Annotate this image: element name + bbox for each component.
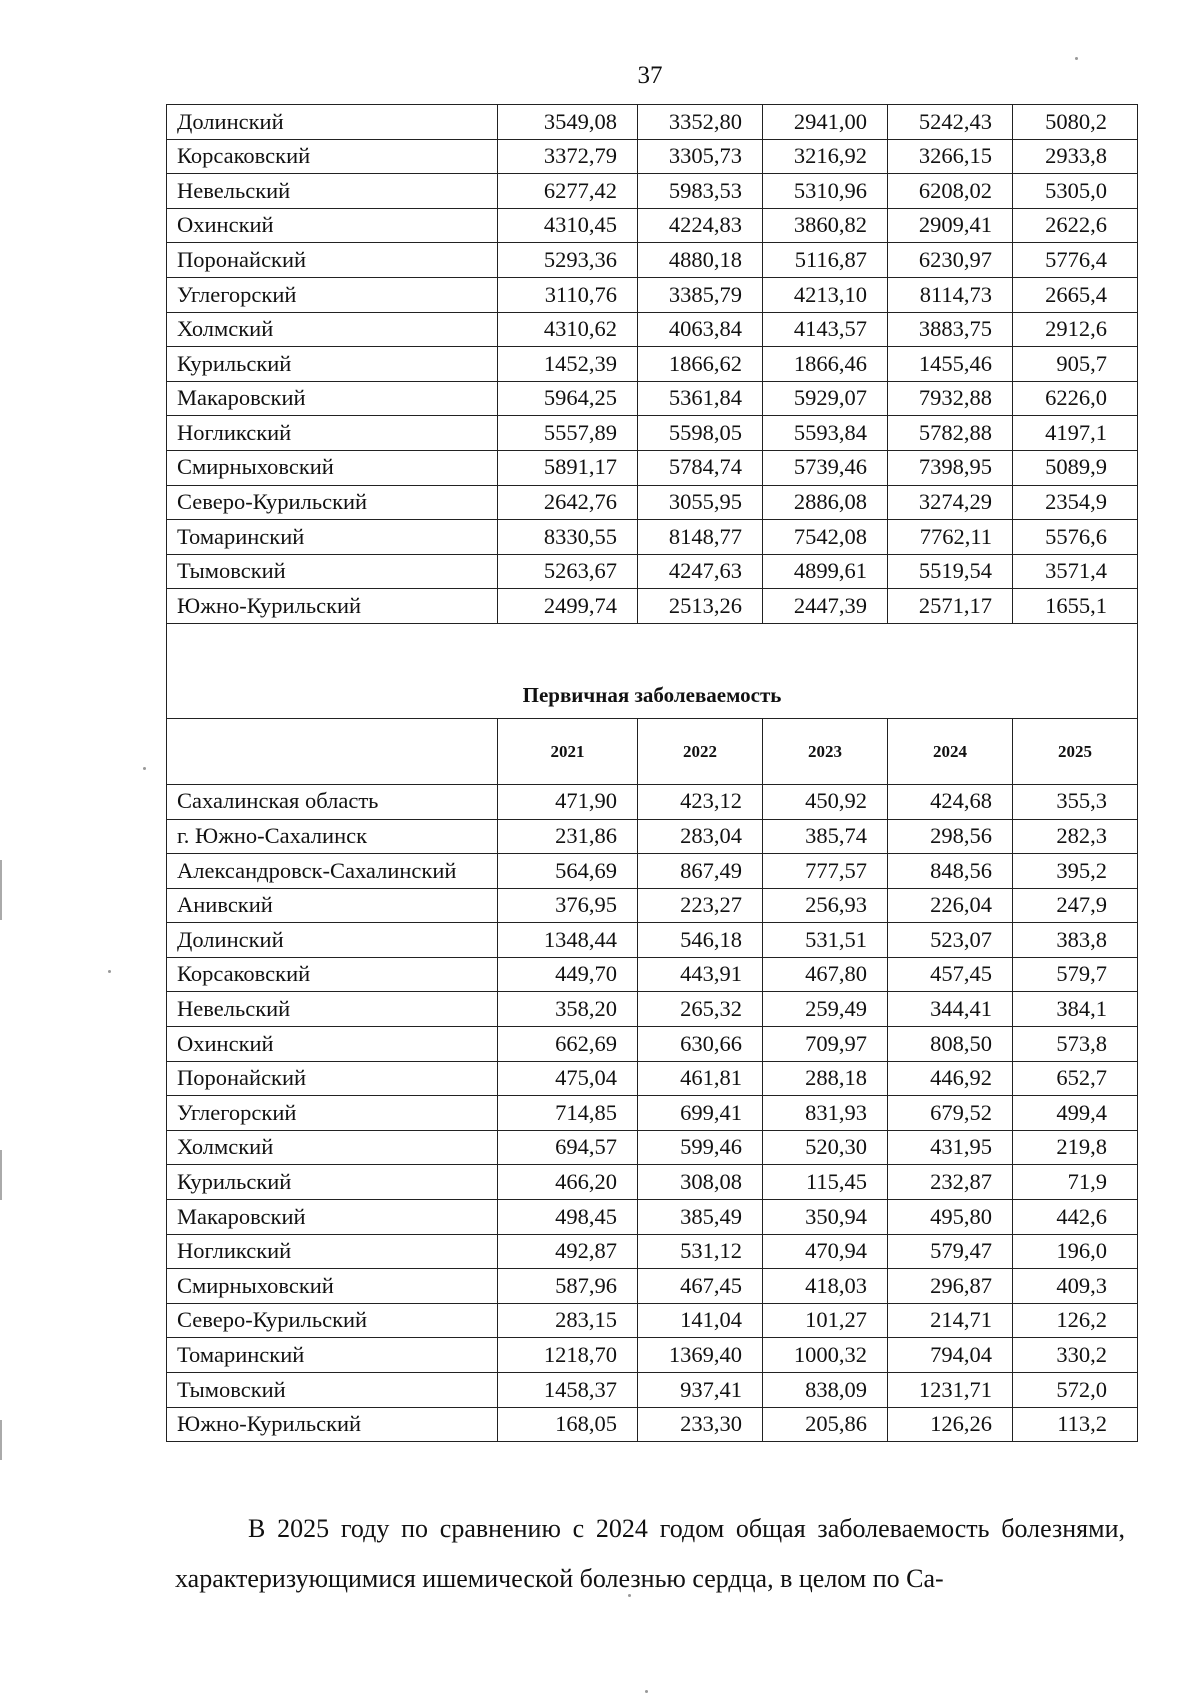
value-cell: 384,1 — [1013, 992, 1138, 1027]
value-cell: 2571,17 — [888, 589, 1013, 624]
value-cell: 8148,77 — [638, 520, 763, 555]
value-cell: 467,80 — [763, 957, 888, 992]
value-cell: 141,04 — [638, 1303, 763, 1338]
table-row — [167, 208, 1138, 243]
district-name-cell: Северо-Курильский — [167, 1303, 498, 1338]
value-cell: 5293,36 — [498, 243, 638, 278]
table-row — [167, 819, 1138, 854]
value-cell: 1369,40 — [638, 1338, 763, 1373]
value-cell: 2499,74 — [498, 589, 638, 624]
value-cell: 2886,08 — [763, 485, 888, 520]
value-cell: 3055,95 — [638, 485, 763, 520]
value-cell: 520,30 — [763, 1130, 888, 1165]
district-name-cell: Холмский — [167, 312, 498, 347]
value-cell: 233,30 — [638, 1407, 763, 1442]
value-cell: 431,95 — [888, 1130, 1013, 1165]
district-name-cell: Корсаковский — [167, 957, 498, 992]
value-cell: 564,69 — [498, 854, 638, 889]
value-cell: 1655,1 — [1013, 589, 1138, 624]
value-cell: 409,3 — [1013, 1269, 1138, 1304]
table-row — [167, 277, 1138, 312]
value-cell: 196,0 — [1013, 1234, 1138, 1269]
value-cell: 344,41 — [888, 992, 1013, 1027]
district-name-cell: Смирныховский — [167, 450, 498, 485]
value-cell: 1348,44 — [498, 923, 638, 958]
table-row — [167, 1269, 1138, 1304]
district-name-cell: Ногликский — [167, 1234, 498, 1269]
value-cell: 5929,07 — [763, 381, 888, 416]
value-cell: 1455,46 — [888, 347, 1013, 382]
value-cell: 2622,6 — [1013, 208, 1138, 243]
value-cell: 4310,45 — [498, 208, 638, 243]
table-row — [167, 174, 1138, 209]
value-cell: 2447,39 — [763, 589, 888, 624]
value-cell: 3385,79 — [638, 277, 763, 312]
scan-speck — [1075, 57, 1078, 60]
value-cell: 3860,82 — [763, 208, 888, 243]
value-cell: 2354,9 — [1013, 485, 1138, 520]
value-cell: 5089,9 — [1013, 450, 1138, 485]
year-header-2022: 2022 — [638, 718, 763, 784]
value-cell: 471,90 — [498, 784, 638, 819]
value-cell: 531,12 — [638, 1234, 763, 1269]
district-name-cell: Курильский — [167, 1165, 498, 1200]
value-cell: 446,92 — [888, 1061, 1013, 1096]
value-cell: 467,45 — [638, 1269, 763, 1304]
table-row — [167, 520, 1138, 555]
table-row — [167, 1338, 1138, 1373]
table-row — [167, 1200, 1138, 1235]
value-cell: 8330,55 — [498, 520, 638, 555]
value-cell: 5598,05 — [638, 416, 763, 451]
value-cell: 6277,42 — [498, 174, 638, 209]
value-cell: 5116,87 — [763, 243, 888, 278]
value-cell: 699,41 — [638, 1096, 763, 1131]
value-cell: 470,94 — [763, 1234, 888, 1269]
table-row — [167, 1130, 1138, 1165]
value-cell: 282,3 — [1013, 819, 1138, 854]
scan-speck — [645, 1690, 648, 1693]
district-name-cell: Холмский — [167, 1130, 498, 1165]
district-name-cell: Долинский — [167, 923, 498, 958]
table-row — [167, 381, 1138, 416]
district-name-cell: Южно-Курильский — [167, 1407, 498, 1442]
value-cell: 3216,92 — [763, 139, 888, 174]
district-name-cell: Поронайский — [167, 1061, 498, 1096]
value-cell: 475,04 — [498, 1061, 638, 1096]
value-cell: 450,92 — [763, 784, 888, 819]
value-cell: 3571,4 — [1013, 554, 1138, 589]
value-cell: 457,45 — [888, 957, 1013, 992]
value-cell: 265,32 — [638, 992, 763, 1027]
district-name-cell: Ногликский — [167, 416, 498, 451]
value-cell: 2941,00 — [763, 105, 888, 140]
value-cell: 101,27 — [763, 1303, 888, 1338]
value-cell: 794,04 — [888, 1338, 1013, 1373]
table-row — [167, 784, 1138, 819]
value-cell: 714,85 — [498, 1096, 638, 1131]
value-cell: 71,9 — [1013, 1165, 1138, 1200]
value-cell: 3883,75 — [888, 312, 1013, 347]
value-cell: 247,9 — [1013, 888, 1138, 923]
scan-speck — [143, 767, 146, 770]
value-cell: 7762,11 — [888, 520, 1013, 555]
district-name-cell: Томаринский — [167, 520, 498, 555]
value-cell: 4063,84 — [638, 312, 763, 347]
value-cell: 498,45 — [498, 1200, 638, 1235]
value-cell: 1000,32 — [763, 1338, 888, 1373]
value-cell: 385,74 — [763, 819, 888, 854]
value-cell: 3274,29 — [888, 485, 1013, 520]
value-cell: 5739,46 — [763, 450, 888, 485]
table-row — [167, 1373, 1138, 1408]
value-cell: 4899,61 — [763, 554, 888, 589]
district-name-cell: Курильский — [167, 347, 498, 382]
year-header-blank — [167, 718, 498, 784]
body-paragraph: В 2025 году по сравнению с 2024 годом общая заболеваемость болезнями, характеризующимися ишемической болезнью сердца, в целом по Са- — [175, 1514, 1125, 1593]
table-row — [167, 1165, 1138, 1200]
value-cell: 298,56 — [888, 819, 1013, 854]
value-cell: 3549,08 — [498, 105, 638, 140]
value-cell: 5782,88 — [888, 416, 1013, 451]
value-cell: 308,08 — [638, 1165, 763, 1200]
value-cell: 205,86 — [763, 1407, 888, 1442]
value-cell: 6230,97 — [888, 243, 1013, 278]
page-number: 37 — [637, 62, 663, 89]
scan-edge-mark — [0, 860, 2, 920]
value-cell: 231,86 — [498, 819, 638, 854]
value-cell: 449,70 — [498, 957, 638, 992]
district-name-cell: Тымовский — [167, 1373, 498, 1408]
value-cell: 492,87 — [498, 1234, 638, 1269]
value-cell: 383,8 — [1013, 923, 1138, 958]
general-morbidity-table-continued — [166, 104, 1138, 1442]
value-cell: 694,57 — [498, 1130, 638, 1165]
scan-edge-mark — [0, 1150, 2, 1200]
year-header-2021: 2021 — [498, 718, 638, 784]
district-name-cell: Поронайский — [167, 243, 498, 278]
district-name-cell: Корсаковский — [167, 139, 498, 174]
table-row — [167, 450, 1138, 485]
value-cell: 8114,73 — [888, 277, 1013, 312]
value-cell: 358,20 — [498, 992, 638, 1027]
value-cell: 572,0 — [1013, 1373, 1138, 1408]
value-cell: 630,66 — [638, 1027, 763, 1062]
value-cell: 709,97 — [763, 1027, 888, 1062]
scan-speck — [628, 1594, 631, 1597]
value-cell: 3305,73 — [638, 139, 763, 174]
value-cell: 662,69 — [498, 1027, 638, 1062]
value-cell: 7542,08 — [763, 520, 888, 555]
value-cell: 5964,25 — [498, 381, 638, 416]
district-name-cell: Макаровский — [167, 1200, 498, 1235]
value-cell: 376,95 — [498, 888, 638, 923]
district-name-cell: Анивский — [167, 888, 498, 923]
value-cell: 937,41 — [638, 1373, 763, 1408]
value-cell: 2912,6 — [1013, 312, 1138, 347]
district-name-cell: Углегорский — [167, 1096, 498, 1131]
scan-edge-mark — [0, 1420, 2, 1460]
value-cell: 423,12 — [638, 784, 763, 819]
scan-speck — [108, 970, 111, 973]
value-cell: 2513,26 — [638, 589, 763, 624]
value-cell: 259,49 — [763, 992, 888, 1027]
value-cell: 7398,95 — [888, 450, 1013, 485]
value-cell: 395,2 — [1013, 854, 1138, 889]
value-cell: 283,15 — [498, 1303, 638, 1338]
value-cell: 1218,70 — [498, 1338, 638, 1373]
value-cell: 867,49 — [638, 854, 763, 889]
value-cell: 2665,4 — [1013, 277, 1138, 312]
value-cell: 579,47 — [888, 1234, 1013, 1269]
value-cell: 3352,80 — [638, 105, 763, 140]
district-name-cell: Макаровский — [167, 381, 498, 416]
value-cell: 283,04 — [638, 819, 763, 854]
value-cell: 546,18 — [638, 923, 763, 958]
value-cell: 6208,02 — [888, 174, 1013, 209]
value-cell: 2933,8 — [1013, 139, 1138, 174]
value-cell: 168,05 — [498, 1407, 638, 1442]
value-cell: 777,57 — [763, 854, 888, 889]
value-cell: 4310,62 — [498, 312, 638, 347]
year-header-row — [167, 718, 1138, 784]
table-row — [167, 554, 1138, 589]
district-name-cell: Сахалинская область — [167, 784, 498, 819]
value-cell: 523,07 — [888, 923, 1013, 958]
value-cell: 1866,46 — [763, 347, 888, 382]
value-cell: 599,46 — [638, 1130, 763, 1165]
table-row — [167, 854, 1138, 889]
value-cell: 5593,84 — [763, 416, 888, 451]
value-cell: 443,91 — [638, 957, 763, 992]
value-cell: 3266,15 — [888, 139, 1013, 174]
value-cell: 4224,83 — [638, 208, 763, 243]
value-cell: 4143,57 — [763, 312, 888, 347]
value-cell: 2642,76 — [498, 485, 638, 520]
value-cell: 2909,41 — [888, 208, 1013, 243]
value-cell: 3110,76 — [498, 277, 638, 312]
value-cell: 579,7 — [1013, 957, 1138, 992]
value-cell: 7932,88 — [888, 381, 1013, 416]
value-cell: 1452,39 — [498, 347, 638, 382]
value-cell: 5519,54 — [888, 554, 1013, 589]
value-cell: 350,94 — [763, 1200, 888, 1235]
table-row — [167, 1096, 1138, 1131]
value-cell: 838,09 — [763, 1373, 888, 1408]
value-cell: 531,51 — [763, 923, 888, 958]
table-row — [167, 992, 1138, 1027]
district-name-cell: Невельский — [167, 992, 498, 1027]
value-cell: 330,2 — [1013, 1338, 1138, 1373]
district-name-cell: г. Южно-Сахалинск — [167, 819, 498, 854]
year-header-2024: 2024 — [888, 718, 1013, 784]
value-cell: 5891,17 — [498, 450, 638, 485]
value-cell: 679,52 — [888, 1096, 1013, 1131]
value-cell: 126,26 — [888, 1407, 1013, 1442]
district-name-cell: Тымовский — [167, 554, 498, 589]
value-cell: 4213,10 — [763, 277, 888, 312]
table-row — [167, 416, 1138, 451]
value-cell: 5242,43 — [888, 105, 1013, 140]
value-cell: 831,93 — [763, 1096, 888, 1131]
table-row — [167, 957, 1138, 992]
table-row — [167, 485, 1138, 520]
value-cell: 219,8 — [1013, 1130, 1138, 1165]
value-cell: 808,50 — [888, 1027, 1013, 1062]
value-cell: 5983,53 — [638, 174, 763, 209]
value-cell: 5576,6 — [1013, 520, 1138, 555]
value-cell: 5776,4 — [1013, 243, 1138, 278]
table-row — [167, 1027, 1138, 1062]
value-cell: 499,4 — [1013, 1096, 1138, 1131]
value-cell: 1458,37 — [498, 1373, 638, 1408]
section-title: Первичная заболеваемость — [167, 623, 1138, 718]
table-row — [167, 105, 1138, 140]
value-cell: 461,81 — [638, 1061, 763, 1096]
value-cell: 495,80 — [888, 1200, 1013, 1235]
value-cell: 6226,0 — [1013, 381, 1138, 416]
district-name-cell: Долинский — [167, 105, 498, 140]
value-cell: 573,8 — [1013, 1027, 1138, 1062]
value-cell: 5557,89 — [498, 416, 638, 451]
district-name-cell: Томаринский — [167, 1338, 498, 1373]
district-name-cell: Охинский — [167, 208, 498, 243]
value-cell: 5310,96 — [763, 174, 888, 209]
value-cell: 296,87 — [888, 1269, 1013, 1304]
table-row — [167, 1303, 1138, 1338]
table-row — [167, 139, 1138, 174]
table-row — [167, 243, 1138, 278]
value-cell: 226,04 — [888, 888, 1013, 923]
table-row — [167, 888, 1138, 923]
year-header-2023: 2023 — [763, 718, 888, 784]
value-cell: 288,18 — [763, 1061, 888, 1096]
value-cell: 355,3 — [1013, 784, 1138, 819]
district-name-cell: Северо-Курильский — [167, 485, 498, 520]
table-row — [167, 589, 1138, 624]
value-cell: 5263,67 — [498, 554, 638, 589]
table-row — [167, 347, 1138, 382]
table-row — [167, 1061, 1138, 1096]
district-name-cell: Невельский — [167, 174, 498, 209]
value-cell: 905,7 — [1013, 347, 1138, 382]
value-cell: 5784,74 — [638, 450, 763, 485]
value-cell: 126,2 — [1013, 1303, 1138, 1338]
year-header-2025: 2025 — [1013, 718, 1138, 784]
value-cell: 385,49 — [638, 1200, 763, 1235]
table-row — [167, 1407, 1138, 1442]
table-row — [167, 312, 1138, 347]
value-cell: 4197,1 — [1013, 416, 1138, 451]
value-cell: 4880,18 — [638, 243, 763, 278]
value-cell: 256,93 — [763, 888, 888, 923]
value-cell: 5305,0 — [1013, 174, 1138, 209]
value-cell: 1866,62 — [638, 347, 763, 382]
value-cell: 3372,79 — [498, 139, 638, 174]
value-cell: 5080,2 — [1013, 105, 1138, 140]
value-cell: 113,2 — [1013, 1407, 1138, 1442]
value-cell: 848,56 — [888, 854, 1013, 889]
table-row — [167, 1234, 1138, 1269]
value-cell: 4247,63 — [638, 554, 763, 589]
value-cell: 442,6 — [1013, 1200, 1138, 1235]
table-row — [167, 923, 1138, 958]
district-name-cell: Южно-Курильский — [167, 589, 498, 624]
value-cell: 223,27 — [638, 888, 763, 923]
value-cell: 424,68 — [888, 784, 1013, 819]
value-cell: 5361,84 — [638, 381, 763, 416]
value-cell: 1231,71 — [888, 1373, 1013, 1408]
district-name-cell: Углегорский — [167, 277, 498, 312]
value-cell: 418,03 — [763, 1269, 888, 1304]
value-cell: 466,20 — [498, 1165, 638, 1200]
value-cell: 587,96 — [498, 1269, 638, 1304]
district-name-cell: Александровск-Сахалинский — [167, 854, 498, 889]
value-cell: 232,87 — [888, 1165, 1013, 1200]
value-cell: 652,7 — [1013, 1061, 1138, 1096]
value-cell: 214,71 — [888, 1303, 1013, 1338]
district-name-cell: Охинский — [167, 1027, 498, 1062]
district-name-cell: Смирныховский — [167, 1269, 498, 1304]
value-cell: 115,45 — [763, 1165, 888, 1200]
